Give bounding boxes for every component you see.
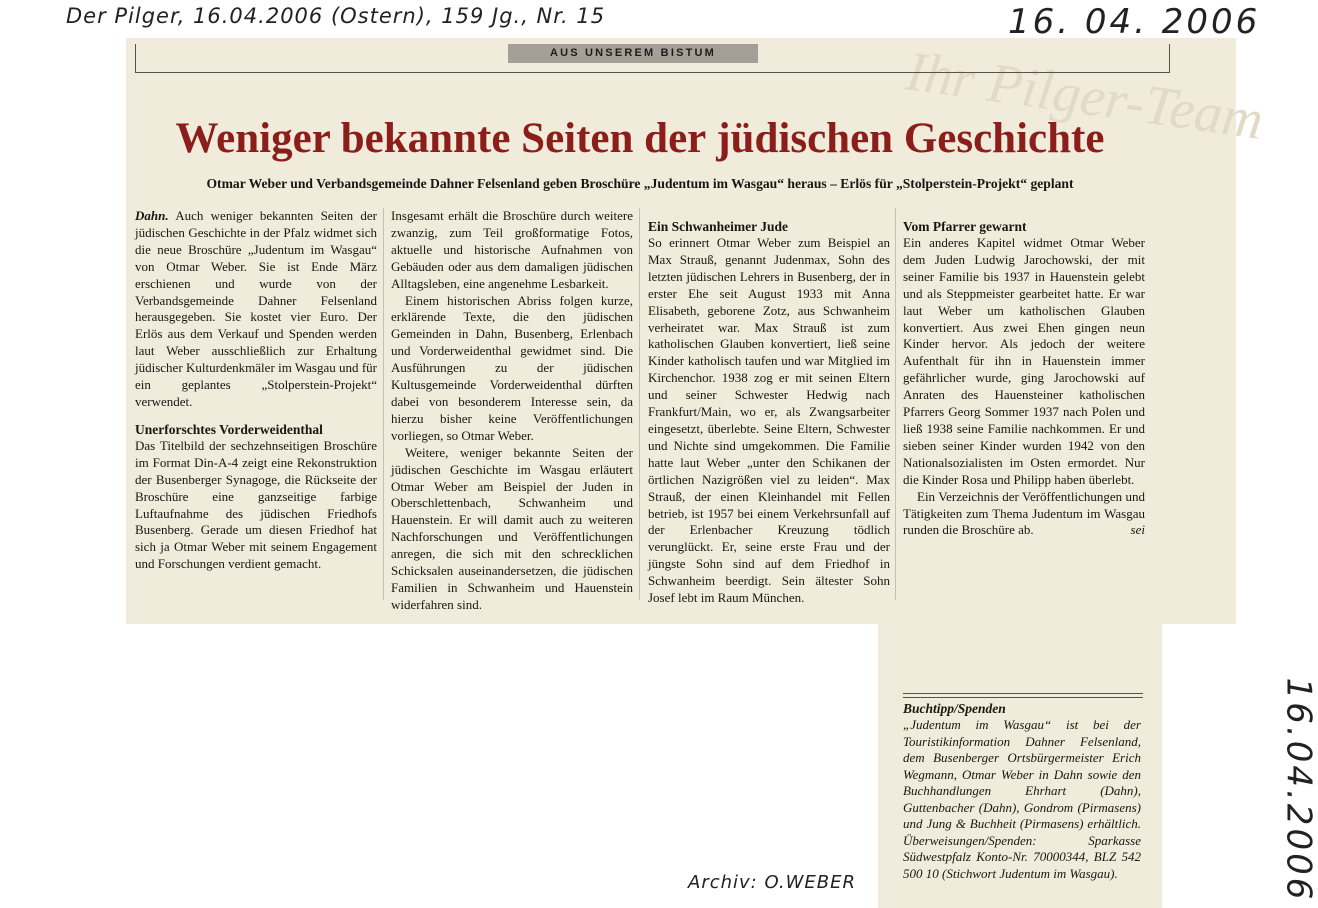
infobox-rule: [903, 697, 1143, 698]
author-signature: sei: [1130, 522, 1145, 538]
article-column-3: [648, 208, 890, 607]
handwritten-side-date: 16.04.2006: [1278, 677, 1318, 903]
handwritten-archive-note: Archiv: O.WEBER: [688, 872, 857, 893]
article-column-4: [903, 208, 1145, 539]
article-paragraph: Ein anderes Kapitel widmet Otmar Weber dem Juden Ludwig Jarochowski, der mit seiner Familie bis 1937 in Hauenstein gelebt und als Steppmeister gearbeitet hatte. Er war laut Weber um katholischen Glauben konvertiert. Aus zwei Ehen gingen neun Kinder hervor. Als jedoch der weitere Aufenthalt für ihn in Hauenstein immer gefährlicher wurde, ging Jarochowski auf Anraten des Hauensteiner katholischen Pfarrers Georg Sommer 1937 nach Polen und ließ 1938 seine Familie nachkommen. Er und sieben seiner Kinder wurden 1942 von den Nationalsozialisten im Osten ermordet. Nur die Kinder Rosa und Philipp haben überlebt.: [903, 235, 1145, 487]
paragraph-text: Auch weniger bekannten Seiten der jüdischen Geschichte in der Pfalz widmet sich die neue Broschüre „Judentum im Wasgau“ von Otmar Weber. Sie ist Ende März erschienen und wurde von der Verbandsgemeinde Dahner Felsenland herausgegeben. Sie kostet vier Euro. Der Erlös aus dem Verkauf und Spenden werden laut Weber ausschließlich zur Erhaltung jüdischer Kulturdenkmäler im Wasgau und für ein geplantes „Stolperstein-Projekt“ verwendet.: [135, 208, 377, 409]
infobox-text: „Judentum im Wasgau“ ist bei der Touristikinformation Dahner Felsenland, dem Busenberger Ortsbürgermeister Erich Wegmann, Otmar Weber in Dahn sowie den Buchhandlungen Ehrhart (Dahn), Guttenbacher (Dahn), Gondrom (Pirmasens) und Jung & Buchheit (Pirmasens) erhältlich. Überweisungen/Spenden: Sparkasse Südwestpfalz Konto-Nr. 70000344, BLZ 542 500 10 (Stichwort Judentum im Wasgau).: [903, 717, 1141, 881]
subheading: Vom Pfarrer gewarnt: [903, 219, 1027, 234]
subheadline: Otmar Weber und Verbandsgemeinde Dahner Felsenland geben Broschüre „Judentum im Wasgau“ heraus – Erlös für „Stolperstein-Projekt“ geplant: [206, 176, 1074, 191]
headline: Weniger bekannte Seiten der jüdischen Geschichte: [175, 115, 1105, 162]
article-paragraph: Insgesamt erhält die Broschüre durch weitere zwanzig, zum Teil großformatige Fotos, aktuelle und historische Aufnahmen von Gebäuden oder aus dem damaligen jüdischen Alltagsleben, eine angenehme Lesbarkeit.: [391, 208, 633, 291]
infobox: [903, 700, 1141, 882]
section-kicker: AUS UNSEREM BISTUM: [508, 44, 758, 63]
subheading: Unerforschtes Vorderweidenthal: [135, 421, 323, 437]
column-rule: [639, 208, 640, 600]
article-column-1: [135, 208, 377, 573]
article-paragraph: Das Titelbild der sechzehnseitigen Broschüre im Format Din-A-4 zeigt eine Rekonstruktion der Busenberger Synagoge, die Rückseite der Broschüre eine ganzseitige farbige Luftaufnahme des jüdischen Friedhofs Busenberg. Gerade um diesen Friedhof hat sich ja Otmar Weber mit seinem Engagement und Forschungen verdient gemacht.: [135, 437, 377, 572]
show-through-text: Ihr Pilger-Team: [902, 40, 1267, 152]
handwritten-source-note: Der Pilger, 16.04.2006 (Ostern), 159 Jg., Nr. 15: [66, 4, 606, 28]
infobox-rule: [903, 693, 1143, 694]
article-column-2: [391, 208, 633, 614]
column-rule: [383, 208, 384, 600]
article-paragraph: [903, 489, 1145, 540]
handwritten-date: 16. 04. 2006: [1008, 2, 1261, 42]
article-paragraph: [135, 208, 377, 411]
article-paragraph: Weitere, weniger bekannte Seiten der jüdischen Geschichte im Wasgau erläutert Otmar Weber am Beispiel der Juden in Oberschlettenbach, Schwanheim und Hauenstein. Er will damit auch zu weiteren Nachforschungen und Veröffentlichungen anregen, die sich mit den schrecklichen Schicksalen auseinandersetzen, die jüdischen Familien in Schwanheim und Hauenstein widerfahren sind.: [391, 444, 633, 612]
infobox-title: Buchtipp/Spenden: [903, 701, 1006, 716]
subheading: Ein Schwanheimer Jude: [648, 219, 789, 234]
article-paragraph: So erinnert Otmar Weber zum Beispiel an Max Strauß, genannt Judenmax, Sohn des letzten jüdischen Lehrers in Busenberg, der in erster Ehe seit August 1933 mit Anna Elisabeth, geborene Zotz, aus Schwanheim verheiratet war. Max Strauß ist zum katholischen Glauben konvertiert, ließ seine Kinder katholisch taufen und war Mitglied im Kirchenchor. 1938 zog er mit seinen Eltern und seiner Schwester Hedwig nach Frankfurt/Main, wo er, als Zwangsarbeiter eingesetzt, überlebte. Seine Eltern, Schwester und Nichte sind umgekommen. Die Familie hatte laut Weber „unter den Schikanen der örtlichen Nazigrößen viel zu leiden“. Max Strauß, der einen Kleinhandel mit Fellen betrieb, ist 1957 bei einem Verkehrsunfall auf der Erlenbacher Kreuzung tödlich verunglückt. Er, seine erste Frau und der jüngste Sohn sind auf dem Friedhof in Schwanheim beerdigt. Sein ältester Sohn Josef lebt im Raum München.: [648, 235, 890, 606]
dateline: Dahn.: [135, 208, 169, 223]
article-paragraph: Einem historischen Abriss folgen kurze, erklärende Texte, die den jüdischen Gemeinden in Dahn, Busenberg, Erlenbach und Vorderweidenthal gewidmet sind. Die Ausführungen zu der jüdischen Kultusgemeinde Vorderweidenthal dürften dabei von besonderem Interesse sein, da hierzu bisher keine Veröffentlichungen vorliegen, so Otmar Weber.: [391, 292, 633, 443]
column-rule: [895, 208, 896, 600]
paragraph-text: Ein Verzeichnis der Veröffentlichungen und Tätigkeiten zum Thema Judentum im Wasgau runden die Broschüre ab.: [903, 488, 1145, 538]
